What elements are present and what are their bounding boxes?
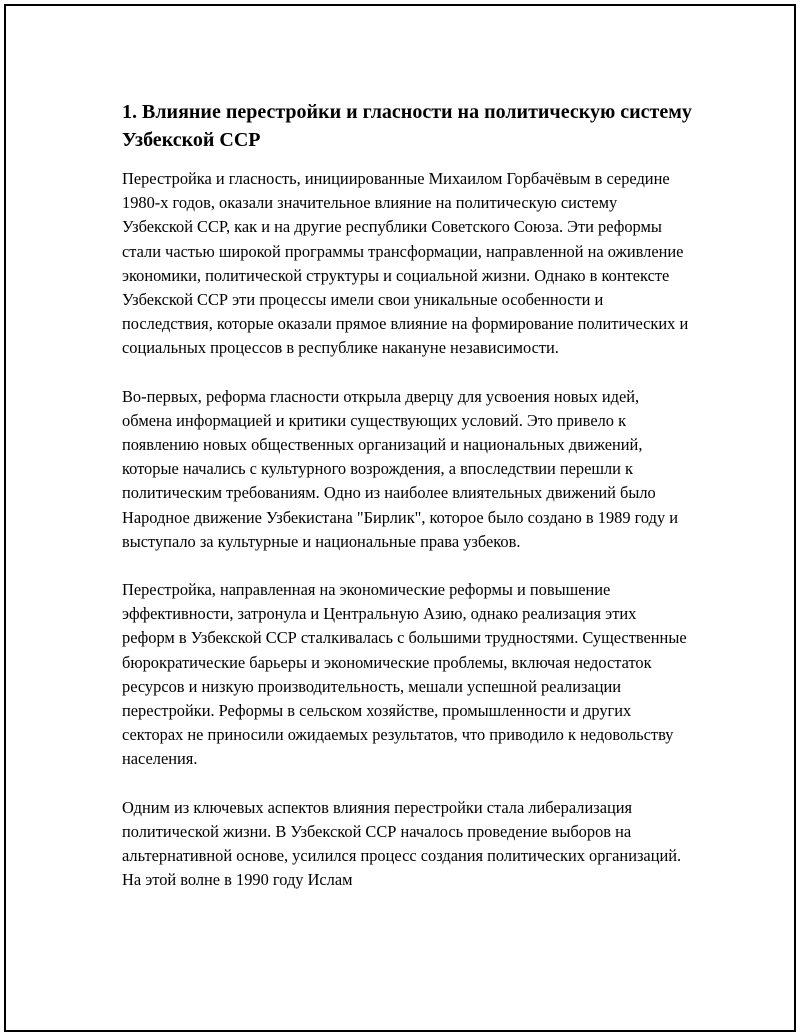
- paragraph-4: Одним из ключевых аспектов влияния перестройки стала либерализация политической жизни. В Узбекской ССР началось проведение выборов на альтернативной основе, усилился процесс создания политических организаций. На этой волне в 1990 году Ислам: [122, 797, 682, 890]
- page-frame: [4, 4, 796, 1032]
- document-body: [122, 98, 692, 916]
- section-heading: 1. Влияние перестройки и гласности на политическую систему Узбекской ССР: [122, 101, 692, 151]
- paragraph-2: Во-первых, реформа гласности открыла дверцу для усвоения новых идей, обмена информацией и критики существующих условий. Это привело к появлению новых общественных организаций и национальных движений, которые начались с культурного возрождения, а впоследствии перешли к политическим требованиям. Одно из наиболее влиятельных движений было Народное движение Узбекистана "Бирлик", которое было создано в 1989 году и выступало за культурные и национальные права узбеков.: [122, 386, 679, 551]
- paragraph-1: Перестройка и гласность, инициированные Михаилом Горбачёвым в середине 1980-х годов, оказали значительное влияние на политическую систему Узбекской ССР, как и на другие республики Советского Союза. Эти реформы стали частью широкой программы трансформации, направленной на оживление экономики, политической структуры и социальной жизни. Однако в контексте Узбекской ССР эти процессы имели свои уникальные особенности и последствия, которые оказали прямое влияние на формирование политических и социальных процессов в республике накануне независимости.: [122, 169, 689, 358]
- paragraph-3: Перестройка, направленная на экономические реформы и повышение эффективности, затронула и Центральную Азию, однако реализация этих реформ в Узбекской ССР сталкивалась с большими трудностями. Существенные бюрократические барьеры и экономические проблемы, включая недостаток ресурсов и низкую производительность, мешали успешной реализации перестройки. Реформы в сельском хозяйстве, промышленности и других секторах не приносили ожидаемых результатов, что приводило к недовольству населения.: [122, 580, 687, 769]
